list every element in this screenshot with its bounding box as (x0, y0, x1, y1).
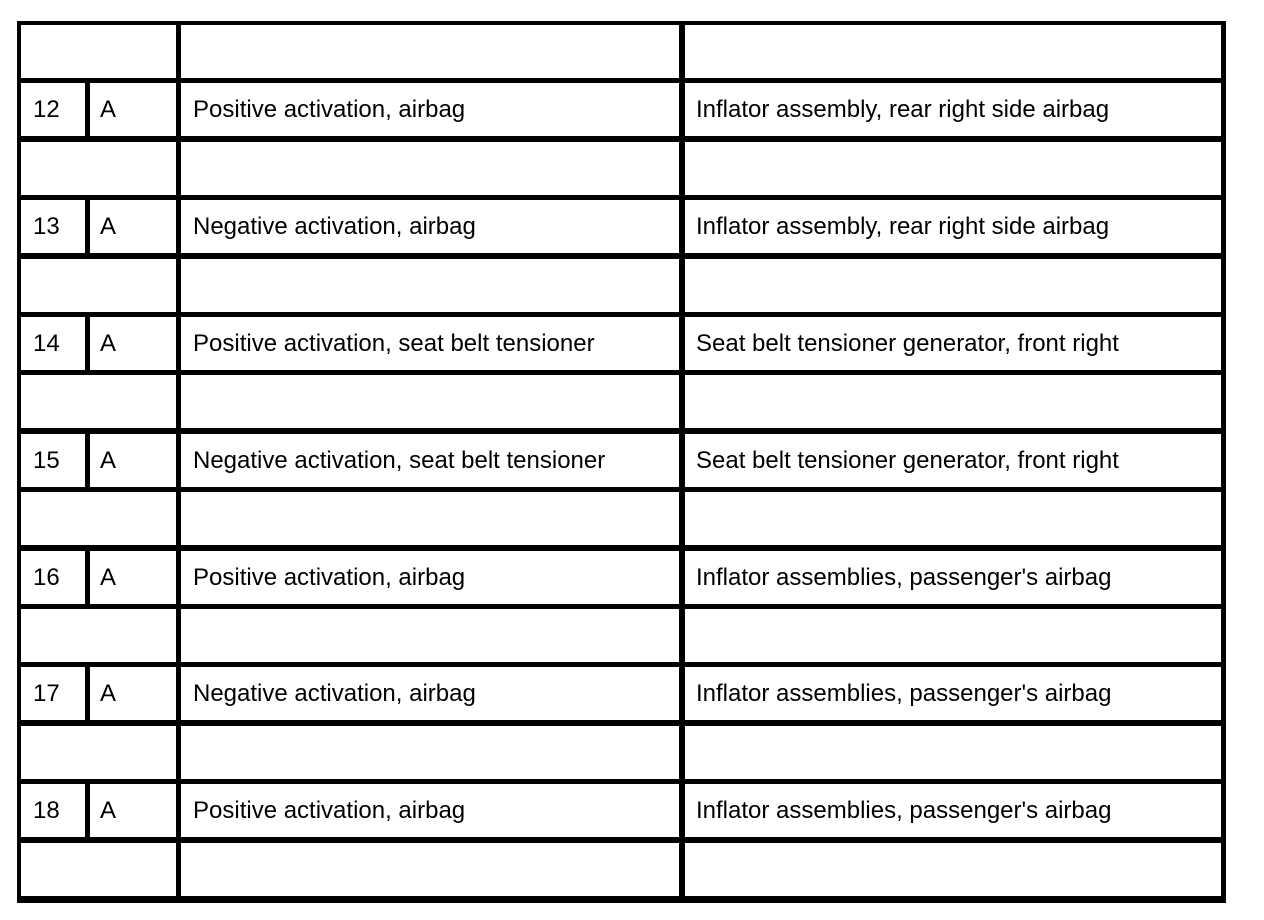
component-cell (685, 726, 1221, 779)
connector-ref-cell: A (90, 784, 176, 837)
component-cell (685, 843, 1221, 896)
component-cell: Inflator assembly, rear right side airbag (685, 200, 1221, 253)
component-cell: Seat belt tensioner generator, front right (685, 317, 1221, 370)
pin-number-cell: 15 (21, 434, 85, 487)
component-cell: Inflator assemblies, passenger's airbag (685, 551, 1221, 604)
empty-pin-cell (21, 259, 176, 312)
empty-pin-cell (21, 726, 176, 779)
pin-number-cell: 17 (21, 667, 85, 720)
description-cell (181, 843, 679, 896)
pin-number-cell: 12 (21, 83, 85, 136)
component-cell: Inflator assemblies, passenger's airbag (685, 667, 1221, 720)
component-cell (685, 609, 1221, 662)
connector-ref-cell: A (90, 200, 176, 253)
description-cell: Positive activation, seat belt tensioner (181, 317, 679, 370)
component-cell: Inflator assembly, rear right side airbag (685, 83, 1221, 136)
pin-assignment-table (17, 21, 1226, 903)
description-cell (181, 142, 679, 195)
component-cell (685, 25, 1221, 78)
description-cell (181, 259, 679, 312)
connector-ref-cell: A (90, 667, 176, 720)
description-cell: Positive activation, airbag (181, 551, 679, 604)
connector-ref-cell: A (90, 317, 176, 370)
description-cell (181, 726, 679, 779)
connector-ref-cell: A (90, 83, 176, 136)
description-cell: Negative activation, airbag (181, 200, 679, 253)
description-cell: Negative activation, airbag (181, 667, 679, 720)
empty-pin-cell (21, 609, 176, 662)
description-cell (181, 375, 679, 428)
empty-pin-cell (21, 843, 176, 896)
connector-ref-cell: A (90, 551, 176, 604)
pin-number-cell: 13 (21, 200, 85, 253)
component-cell (685, 142, 1221, 195)
component-cell: Seat belt tensioner generator, front right (685, 434, 1221, 487)
empty-pin-cell (21, 25, 176, 78)
component-cell (685, 492, 1221, 545)
empty-pin-cell (21, 375, 176, 428)
component-cell (685, 375, 1221, 428)
pin-number-cell: 14 (21, 317, 85, 370)
pin-number-cell: 16 (21, 551, 85, 604)
description-cell (181, 492, 679, 545)
empty-pin-cell (21, 492, 176, 545)
description-cell: Positive activation, airbag (181, 784, 679, 837)
component-cell (685, 259, 1221, 312)
pin-number-cell: 18 (21, 784, 85, 837)
description-cell (181, 609, 679, 662)
description-cell (181, 25, 679, 78)
description-cell: Positive activation, airbag (181, 83, 679, 136)
description-cell: Negative activation, seat belt tensioner (181, 434, 679, 487)
empty-pin-cell (21, 142, 176, 195)
component-cell: Inflator assemblies, passenger's airbag (685, 784, 1221, 837)
connector-ref-cell: A (90, 434, 176, 487)
